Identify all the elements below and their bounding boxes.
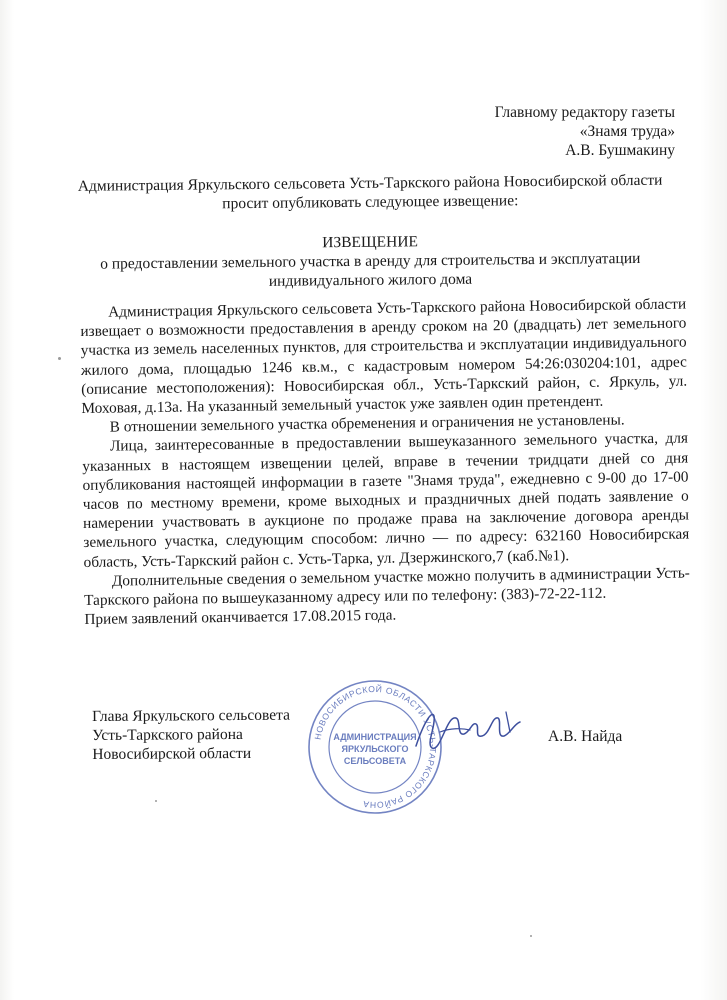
scan-speck: [58, 357, 61, 360]
body-paragraph: Прием заявлений оканчивается 17.08.2015 года.: [84, 606, 397, 629]
seal-center-text: ЯРКУЛЬСКОГО: [341, 744, 409, 754]
scan-speck: [155, 800, 157, 802]
intro-line: просит опубликовать следующее извещение:: [222, 192, 519, 213]
intro-request: [60, 171, 680, 215]
notice-heading: [60, 230, 681, 293]
signatory-title: [92, 706, 290, 764]
notice-subtitle: о предоставлении земельного участка в аренду для строительства и эксплуатации: [100, 249, 641, 273]
addressee-line: «Знамя труда»: [579, 123, 675, 140]
handwritten-signature-icon: [410, 702, 530, 760]
body-paragraph: Администрация Яркульского сельсовета Усть-Таркского района Новосибирской области извещает о возможности предоставления в аренду сроком на 20 (двадцать) лет земельного участка из земель населенных пунктов, для строительства и эксплуатации индивидуального жилого дома, площадью 1246 кв.м., с кадастровым номером 54:26:030204:101, адрес (описание местоположения): Новосибирская обл., Усть-Таркский район, с. Яркуль, ул. Моховая, д.13а. На указанный земельный участок уже заявлен один претендент.: [80, 295, 688, 418]
signatory-line: Усть-Таркского района: [92, 725, 243, 744]
body-paragraph: Дополнительные сведения о земельном участке можно получить в администрации Усть-Таркского района по вышеуказанному адресу или по телефону: (383)-72-22-112.: [84, 564, 690, 610]
body-paragraph: В отношении земельного участка обременения и ограничения не установлены.: [109, 411, 625, 436]
signatory-line: Новосибирской области: [92, 744, 252, 763]
addressee-line: А.В. Бушмакину: [565, 142, 675, 159]
signatory-name: А.В. Найда: [548, 728, 623, 745]
notice-body: [80, 295, 690, 630]
seal-center-text: СЕЛЬСОВЕТА: [343, 756, 407, 766]
addressee-block: [495, 103, 675, 160]
notice-title: ИЗВЕЩЕНИЕ: [322, 233, 419, 252]
scan-speck: [530, 935, 532, 937]
signatory-line: Глава Яркульского сельсовета: [92, 706, 290, 725]
seal-ring-text: НОВОСИБИРСКОЙ ОБЛАСТИ УСТЬ-ТАРКСКОГО РАЙОНА: [312, 683, 439, 811]
notice-subtitle: индивидуального жилого дома: [268, 270, 473, 290]
intro-line: Администрация Яркульского сельсовета Усть-Таркского района Новосибирской области: [77, 171, 663, 195]
addressee-line: Главному редактору газеты: [494, 104, 675, 121]
seal-center-text: АДМИНИСТРАЦИЯ: [333, 732, 417, 742]
body-paragraph: Лица, заинтересованные в предоставлении вышеуказанного земельного участка, для указанных в настоящем извещении целей, вправе в течении тридцати дней со дня опубликования настоящей информации в газете "Знамя труда", ежедневно с 9-00 до 17-00 часов по местному времени, кроме выходных и праздничных дней подать заявление о намерении участвовать в аукционе по продаже права на заключение договора аренды земельного участка, следующим способом: лично — по адресу: 632160 Новосибирская область, Усть-Таркский район с. Усть-Тарка, ул. Дзержинского,7 (каб.№1).: [82, 429, 690, 571]
